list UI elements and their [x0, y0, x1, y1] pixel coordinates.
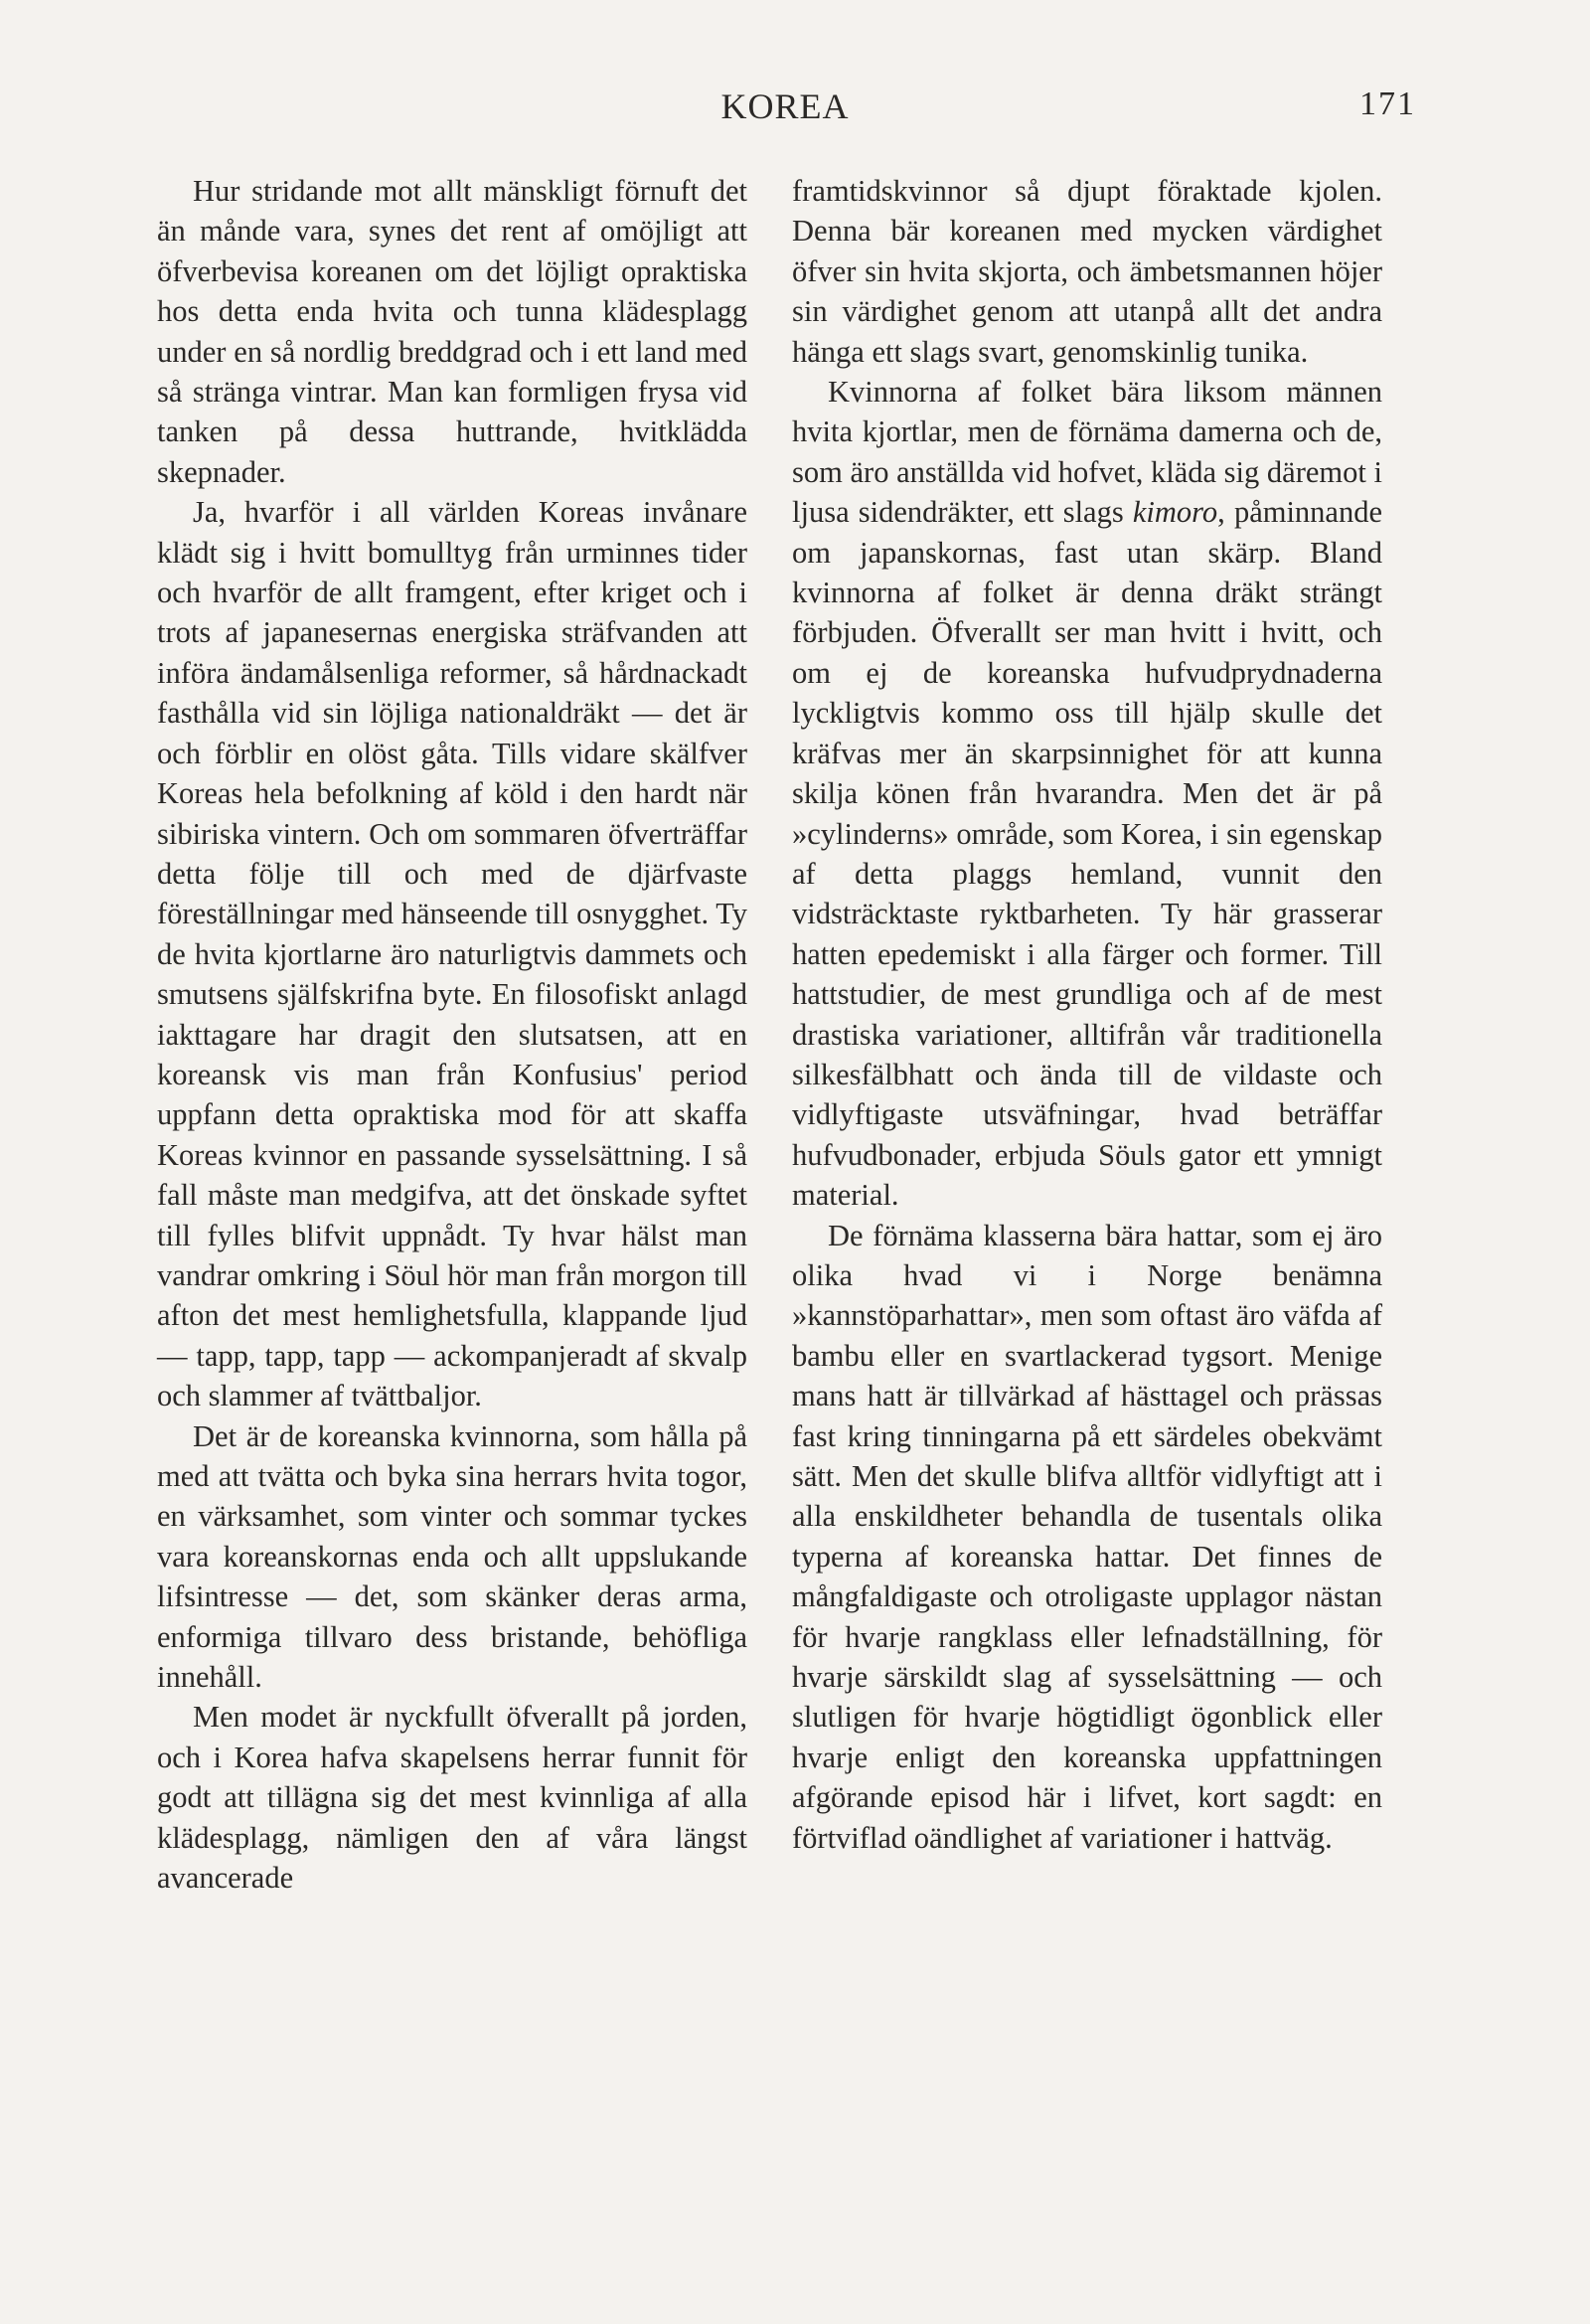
- paragraph: [792, 372, 1382, 1216]
- page-header: [154, 85, 1416, 135]
- italic-term: kimoro: [1132, 495, 1218, 530]
- paragraph: Ja, hvarför i all världen Koreas invånare klädt sig i hvitt bomulltyg från urminnes tider och hvarför de allt framgent, efter kriget och i trots af japanesernas energiska sträfvanden att införa ändamålsenliga reformer, så hårdnackadt fasthålla vid sin löjliga nationaldräkt — det är och förblir en olöst gåta. Tills vidare skälfver Koreas hela befolkning af köld i den hardt när sibiriska vintern. Och om sommaren öfverträffar detta följe till och med de djärfvaste föreställningar med hänseende till osnygghet. Ty de hvita kjortlarne äro naturligtvis dammets och smutsens själfskrifna byte. En filosofiskt anlagd iakttagare har dragit den slutsatsen, att en koreansk vis man från Konfusius' period uppfann detta opraktiska mod för att skaffa Koreas kvinnor en passande sysselsättning. I så fall måste man medgifva, att det önskade syftet till fylles blifvit uppnådt. Ty hvar hälst man vandrar omkring i Söul hör man från morgon till afton det mest hemlighetsfulla, klappande ljud — tapp, tapp, tapp — ackompanjeradt af skvalp och slammer af tvättbaljor.: [157, 495, 747, 1413]
- page-number: 171: [1359, 85, 1416, 122]
- paragraph-text: , påminnande om japanskornas, fast utan skärp. Bland kvinnorna af folket är denna dräkt strängt förbjuden. Öfverallt ser man hvitt i hvitt, och om ej de koreanska hufvudprydnaderna lyckligtvis kommo oss till hjälp skulle det kräfvas mer än skarpsinnighet för att kunna skilja könen från hvarandra. Men det är på »cylinderns» område, som Korea, i sin egenskap af detta plaggs hemland, vunnit den vidsträcktaste ryktbarheten. Ty här grasserar hatten epedemiskt i alla färger och former. Till hattstudier, de mest grundliga och af de mest drastiska variationer, alltifrån vår traditionella silkesfälbhatt och ända till de vildaste och vidlyftigaste utsväfningar, hvad beträffar hufvudbonader, erbjuda Söuls gator ett ymnigt material.: [792, 495, 1382, 1213]
- paragraph: Men modet är nyckfullt öfverallt på jorden, och i Korea hafva skapelsens herrar funnit för godt att tillägna sig det mest kvinnliga af alla klädesplagg, nämligen den af våra längst avancerade: [157, 1700, 747, 1896]
- paragraph: Det är de koreanska kvinnorna, som hålla på med att tvätta och byka sina herrars hvita togor, en värksamhet, som vinter och sommar tyckes vara koreanskornas enda och allt uppslukande lifsintresse — det, som skänker deras arma, enformiga tillvaro dess bristande, behöfliga innehåll.: [157, 1418, 747, 1695]
- running-title: KOREA: [720, 86, 850, 126]
- right-column: [792, 171, 1382, 1858]
- left-column: [157, 171, 747, 1898]
- paragraph-text: Kvinnorna af folket bära liksom männen hvita kjortlar, men de förnäma damerna och de, som äro anställda vid hofvet, kläda sig däremot i ljusa sidendräkter, ett slags: [792, 375, 1382, 530]
- paragraph: De förnäma klasserna bära hattar, som ej äro olika hvad vi i Norge benämna »kannstöparhattar», men som oftast äro väfda af bambu eller en svartlackerad tygsort. Menige mans hatt är tillvärkad af hästtagel och prässas fast kring tinningarna på ett särdeles obekvämt sätt. Men det skulle blifva alltför vidlyftigt att i alla enskildheter behandla de tusentals olika typerna af koreanska hattar. Det finnes de mångfaldigaste och otroligaste upplagor nästan för hvarje rangklass eller lefnadställning, för hvarje särskildt slag af sysselsättning — och slutligen för hvarje högtidligt ögonblick eller hvarje enligt den koreanska uppfattningen afgörande episod här i lifvet, kort sagdt: en förtviflad oändlighet af variationer i hattväg.: [792, 1218, 1382, 1855]
- paragraph: Hur stridande mot allt mänskligt förnuft det än månde vara, synes det rent af omöjligt att öfverbevisa koreanen om det löjligt opraktiska hos detta enda hvita och tunna klädesplagg under en så nordlig breddgrad och i ett land med så stränga vintrar. Man kan formligen frysa vid tanken på dessa huttrande, hvitklädda skepnader.: [157, 174, 747, 489]
- paragraph-continued: framtidskvinnor så djupt föraktade kjolen. Denna bär koreanen med mycken värdighet öfver sin hvita skjorta, och ämbetsmannen höjer sin värdighet genom att utanpå allt det andra hänga ett slags svart, genomskinlig tunika.: [792, 174, 1382, 369]
